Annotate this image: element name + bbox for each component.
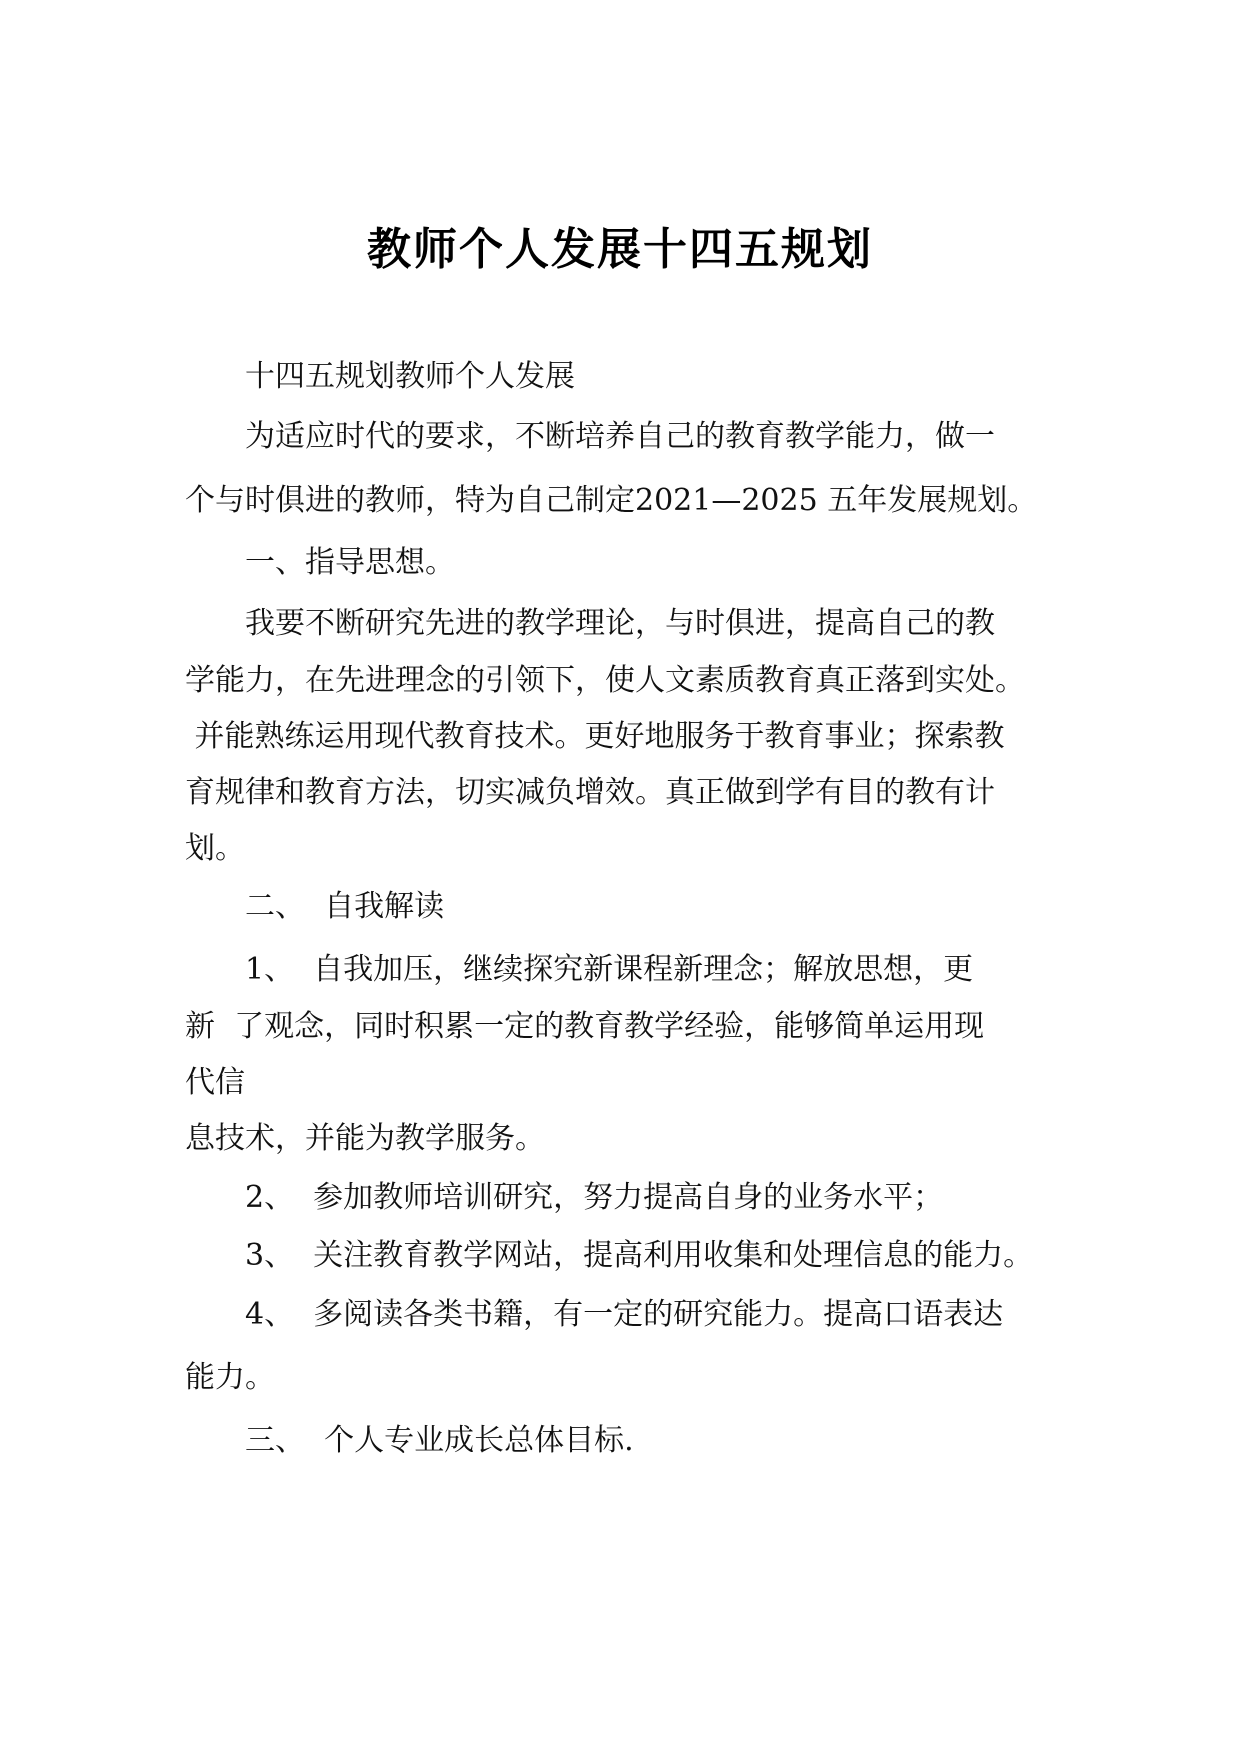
paragraph-line: 为适应时代的要求，不断培养自己的教育教学能力，做一 [245,419,995,454]
subtitle-line: 十四五规划教师个人发展 [245,359,575,394]
paragraph-line: 学能力，在先进理念的引领下，使人文素质教育真正落到实处。 [185,663,1025,698]
list-item-line: 息技术，并能为教学服务。 [185,1121,545,1156]
list-item-line: 1、 自我加压，继续探究新课程新理念；解放思想，更 [245,952,974,987]
document-title: 教师个人发展十四五规划 [367,224,873,275]
list-item-line: 新 了观念，同时积累一定的教育教学经验，能够简单运用现 [185,1009,985,1044]
paragraph-line: 个与时俱进的教师，特为自己制定2021—2025 五年发展规划。 [185,483,1038,518]
section-heading-1: 一、指导思想。 [245,545,455,580]
list-item-line: 代信 [185,1065,245,1100]
paragraph-line: 划。 [185,831,245,866]
section-heading-3: 三、 个人专业成长总体目标. [245,1423,634,1458]
paragraph-line: 我要不断研究先进的教学理论，与时俱进，提高自己的教 [245,606,995,641]
paragraph-line: 并能熟练运用现代教育技术。更好地服务于教育事业；探索教 [185,719,1005,754]
list-item-line: 2、 参加教师培训研究，努力提高自身的业务水平； [245,1180,944,1215]
section-heading-2: 二、 自我解读 [245,889,445,924]
paragraph-line: 育规律和教育方法，切实减负增效。真正做到学有目的教有计 [185,775,995,810]
list-item-line: 3、 关注教育教学网站，提高利用收集和处理信息的能力。 [245,1238,1034,1273]
list-item-line: 4、 多阅读各类书籍，有一定的研究能力。提高口语表达 [245,1297,1004,1332]
list-item-line: 能力。 [185,1360,275,1395]
